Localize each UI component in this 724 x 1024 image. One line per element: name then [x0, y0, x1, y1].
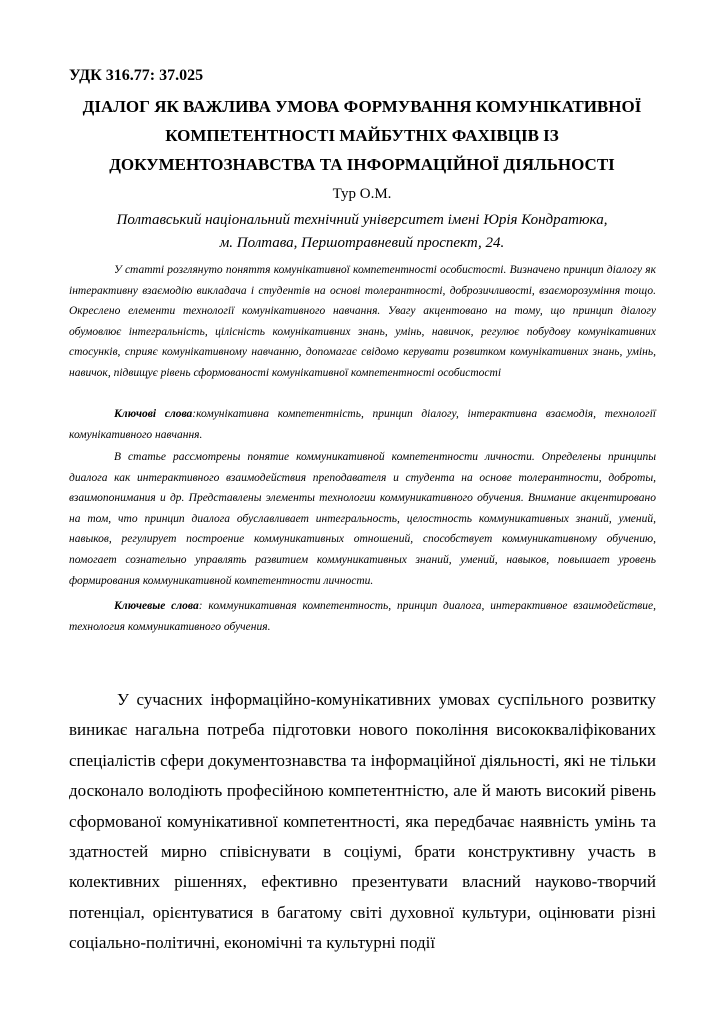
affiliation-line-2: м. Полтава, Першотравневий проспект, 24.	[219, 235, 505, 251]
author-name: Тур О.М.	[332, 186, 392, 202]
abstract-russian: В статье рассмотрены понятие коммуникативной компетентности личности. Определены принципы диалога как интерактивного взаимодействия преподавателя и студента на основе толерантности, доброты, взаимопонимания и др. Представлены элементы технологии коммуникативного обучения. Внимание акцентировано на том, что принцип диалога обуславливает интегральность, целостность коммуникативных знаний, умений, навыков, регулирует построение коммуникативных отношений, способствует коммуникативному обучению, помогает сознательно управлять развитием коммуникативных знаний, умений, навыков, повышает уровень формирования коммуникативной компетентности личности.	[69, 451, 656, 587]
keywords-russian	[69, 596, 656, 637]
affiliation-line-1: Полтавський національний технічний університет імені Юрія Кондратюка,	[116, 212, 608, 228]
keywords-text: : коммуникативная компетентность, принцип диалога, интерактивное взаимодействие, технология коммуникативного обучения.	[69, 600, 656, 633]
keywords-ukrainian	[69, 404, 656, 445]
paper-title: ДІАЛОГ ЯК ВАЖЛИВА УМОВА ФОРМУВАННЯ КОМУНІКАТИВНОЇ КОМПЕТЕНТНОСТІ МАЙБУТНІХ ФАХІВЦІВ ІЗ ДОКУМЕНТОЗНАВСТВА ТА ІНФОРМАЦІЙНОЇ ДІЯЛЬНОСТІ	[82, 97, 642, 174]
udc-code: УДК 316.77: 37.025	[69, 67, 204, 84]
keywords-label: Ключевые слова	[114, 600, 199, 612]
affiliation	[60, 209, 664, 255]
keywords-text: :комунікативна компетентність, принцип діалогу, інтерактивна взаємодія, технології комунікативного навчання.	[69, 408, 656, 441]
body-paragraph: У сучасних інформаційно-комунікативних умовах суспільного розвитку виникає нагальна потреба підготовки нового покоління висококваліфікованих спеціалістів сфери документознавства та інформаційної діяльності, які не тільки досконало володіють професійною компетентністю, але й мають високий рівень сформованої комунікативної компетентності, яка передбачає наявність умінь та здатностей мирно співіснувати в соціумі, брати конструктивну участь в колективних рішеннях, ефективно презентувати власний науково-творчий потенціал, орієнтуватися в багатому світі духовної культури, оцінювати різні соціально-політичні, економічні та культурні події	[69, 690, 656, 953]
keywords-label: Ключові слова	[114, 408, 193, 420]
abstract-ukrainian: У статті розглянуто поняття комунікативної компетентності особистості. Визначено принцип діалогу як інтерактивну взаємодію викладача і студентів на основі толерантності, доброзичливості, взаєморозуміння тощо. Окреслено елементи технології комунікативного навчання. Увагу акцентовано на тому, що принцип діалогу обумовлює інтегральність, цілісність комунікативних знань, умінь, навичок, регулює побудову комунікативних стосунків, сприяє комунікативному навчанню, допомагає свідомо керувати розвитком комунікативних знань, умінь, навичок, підвищує рівень сформованості комунікативної компетентності особистості	[69, 264, 656, 379]
